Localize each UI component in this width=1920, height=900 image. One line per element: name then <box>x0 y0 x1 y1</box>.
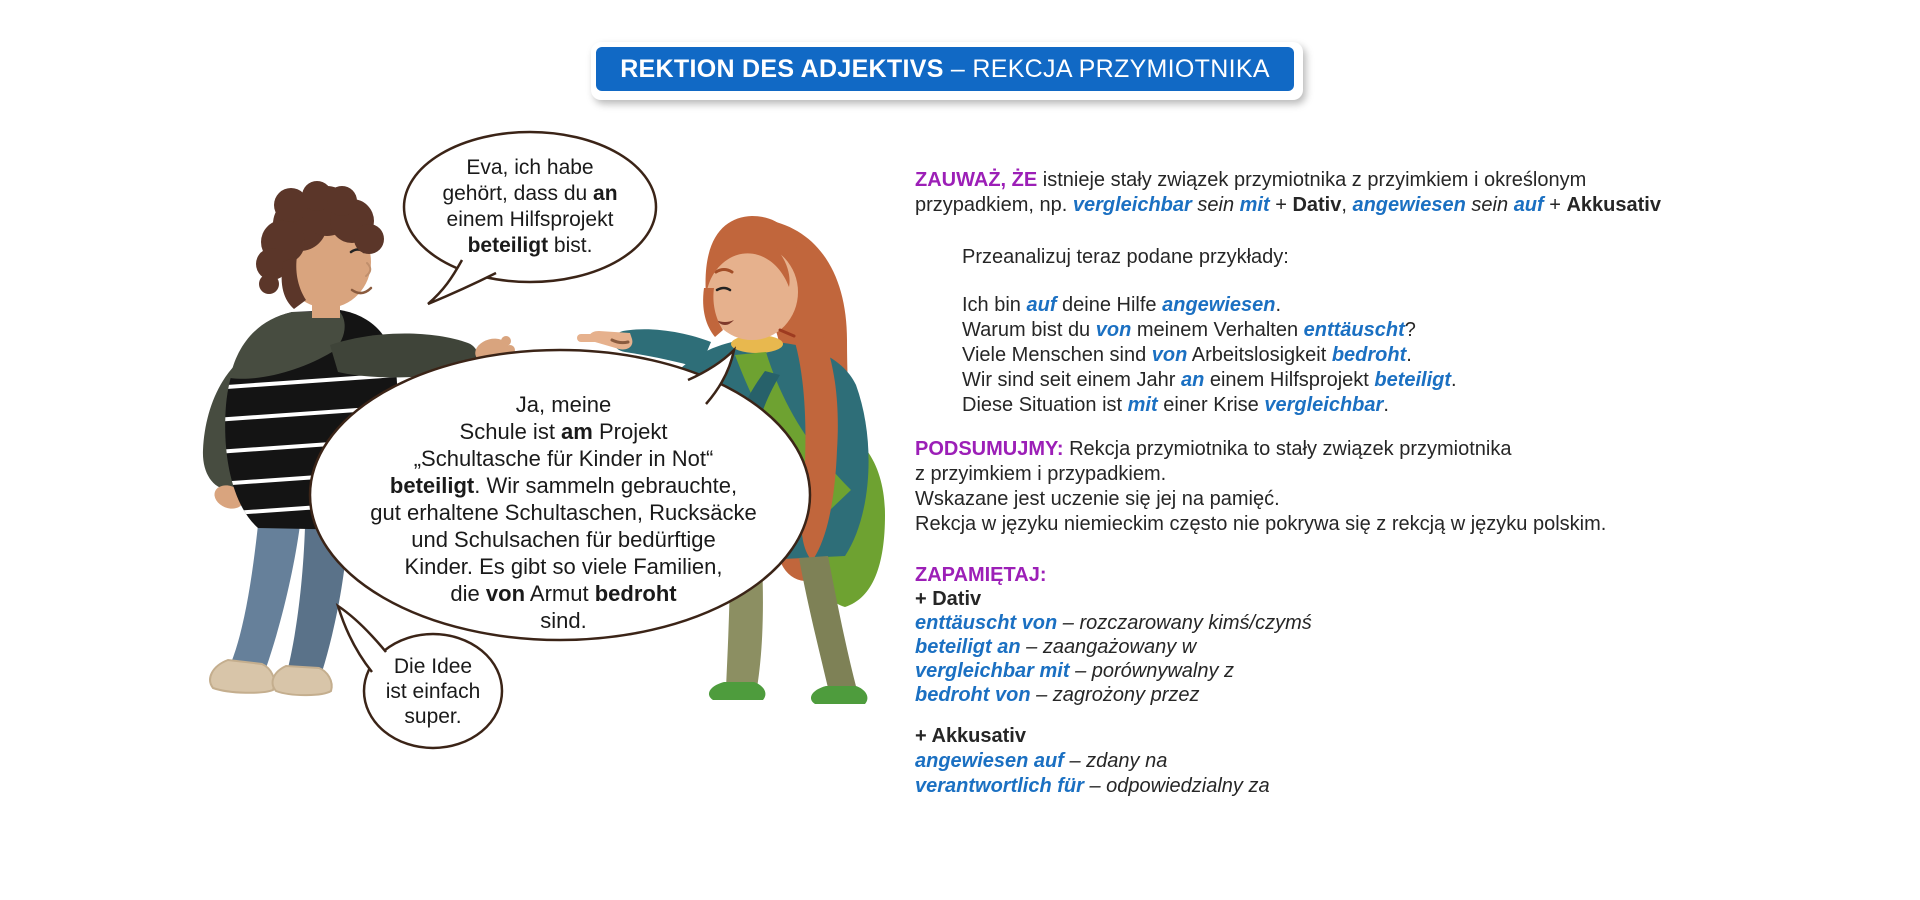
remember-akkusativ-block: + Akkusativ angewiesen auf – zdany na verantwortlich für – odpowiedzialny za <box>915 725 1270 797</box>
title-banner-card <box>591 42 1303 100</box>
remember-dativ-block: ZAPAMIĘTAJ: + Dativ enttäuscht von – rozczarowany kimś/czymś beteiligt an – zaangażowany w vergleichbar mit – porównywalny z bedroht von – zagrożony przez <box>915 564 1312 706</box>
notice-block: ZAUWAŻ, ŻE istnieje stały związek przymiotnika z przyimkiem i określonym przypadkiem, np. vergleichbar sein mit + Dativ, angewiesen sein auf + Akkusativ <box>915 169 1661 216</box>
analyze-prompt: Przeanalizuj teraz podane przykłady: <box>962 246 1289 268</box>
summary-block: PODSUMUJMY: Rekcja przymiotnika to stały związek przymiotnika z przyimkiem i przypadkiem. Wskazane jest uczenie się jej na pamięć. Rekcja w języku niemieckim często nie pokrywa się z rekcją w języku polskim. <box>915 438 1607 535</box>
examples-block: Ich bin auf deine Hilfe angewiesen. Warum bist du von meinem Verhalten enttäuscht? Viele Menschen sind von Arbeitslosigkeit bedroht. Wir sind seit einem Jahr an einem Hilfsprojekt beteiligt. Diese Situation ist mit einer Krise vergleichbar. <box>962 294 1457 416</box>
title-banner <box>596 47 1294 91</box>
speech-bubble-answer-text: Ja, meine Schule ist am Projekt „Schultasche für Kinder in Not“ beteiligt. Wir sammeln gebrauchte, gut erhaltene Schultaschen, Rucksäcke und Schulsachen für bedürftige Kinder. Es gibt so viele Familien, die von Armut bedroht sind. <box>370 392 757 633</box>
speech-bubble-question-text: Eva, ich habe gehört, dass du an einem Hilfsprojekt beteiligt bist. <box>442 156 618 257</box>
speech-bubble-reaction-text: Die Idee ist einfach super. <box>385 655 481 728</box>
page-title: REKTION DES ADJEKTIVS – REKCJA PRZYMIOTNIKA <box>620 54 1270 83</box>
